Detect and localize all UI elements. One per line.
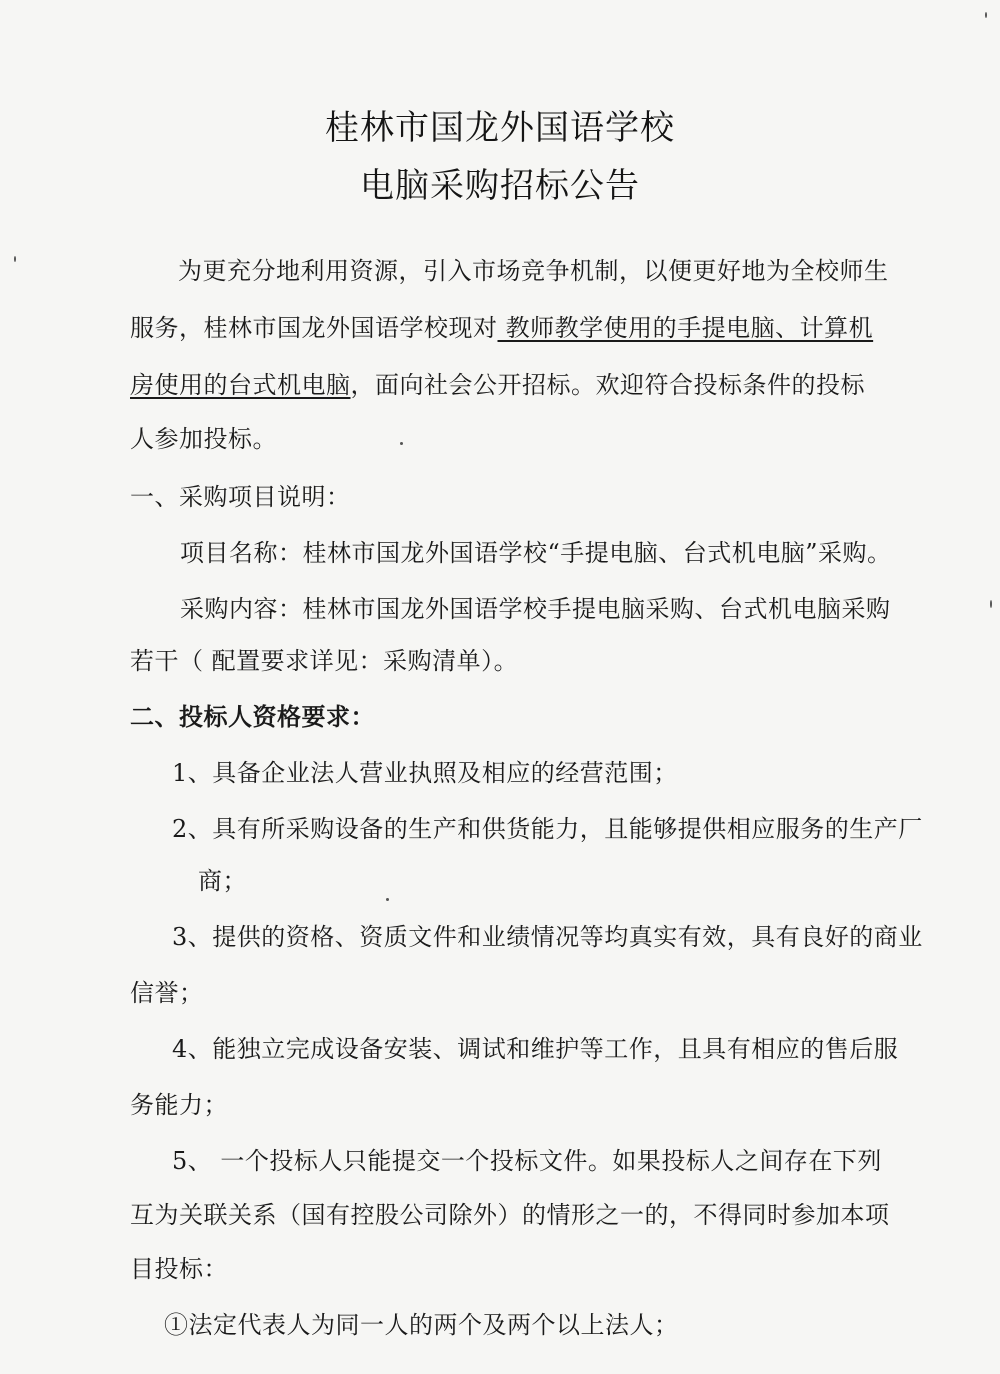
requirement-5-line-1: 5、 一个投标人只能提交一个投标文件。如果投标人之间存在下列 [172, 1147, 882, 1175]
requirement-2-line-1: 2、具有所采购设备的生产和供货能力，且能够提供相应服务的生产厂 [172, 815, 923, 843]
scan-speck [14, 256, 16, 262]
scan-speck [400, 442, 403, 445]
scan-speck [386, 898, 389, 901]
project-name-line: 项目名称：桂林市国龙外国语学校“手提电脑、台式机电脑”采购。 [180, 539, 892, 567]
requirement-4-line-2: 务能力； [130, 1091, 228, 1119]
intro-line-3-text: ，面向社会公开招标。欢迎符合投标条件的投标 [350, 371, 865, 399]
intro-line-2 [130, 313, 873, 343]
intro-line-3 [130, 370, 865, 400]
intro-line-4: 人参加投标。 [130, 425, 277, 453]
requirement-5-line-2: 互为关联关系（国有控股公司除外）的情形之一的，不得同时参加本项 [130, 1201, 890, 1229]
section2-heading: 二、投标人资格要求： [130, 702, 375, 731]
requirement-3-line-2: 信誉； [130, 979, 204, 1007]
requirement-5-line-3: 目投标： [130, 1255, 228, 1283]
requirement-5-sub-1: ①法定代表人为同一人的两个及两个以上法人； [164, 1311, 679, 1339]
purchase-content-line-2: 若干（ 配置要求详见：采购清单）。 [130, 647, 519, 675]
scan-speck [990, 600, 992, 608]
intro-line-1: 为更充分地利用资源，引入市场竞争机制，以便更好地为全校师生 [178, 257, 889, 285]
intro-line-2-text: 服务，桂林市国龙外国语学校现对 [130, 314, 498, 342]
requirement-3-line-1: 3、提供的资格、资质文件和业绩情况等均真实有效，具有良好的商业 [172, 923, 923, 951]
requirement-1: 1、具备企业法人营业执照及相应的经营范围； [172, 759, 678, 787]
notice-title: 电脑采购招标公告 [360, 166, 640, 206]
school-name-title: 桂林市国龙外国语学校 [325, 108, 675, 148]
section1-heading: 一、采购项目说明： [130, 483, 351, 511]
intro-underlined-items-2: 房使用的台式机电脑 [130, 371, 351, 399]
intro-underlined-items-1: 教师教学使用的手提电脑、计算机 [497, 314, 874, 342]
requirement-2-line-2: 商； [198, 867, 247, 895]
requirement-4-line-1: 4、能独立完成设备安装、调试和维护等工作，且具有相应的售后服 [172, 1035, 899, 1063]
scan-speck [985, 12, 987, 18]
purchase-content-line-1: 采购内容：桂林市国龙外国语学校手提电脑采购、台式机电脑采购 [180, 595, 891, 623]
